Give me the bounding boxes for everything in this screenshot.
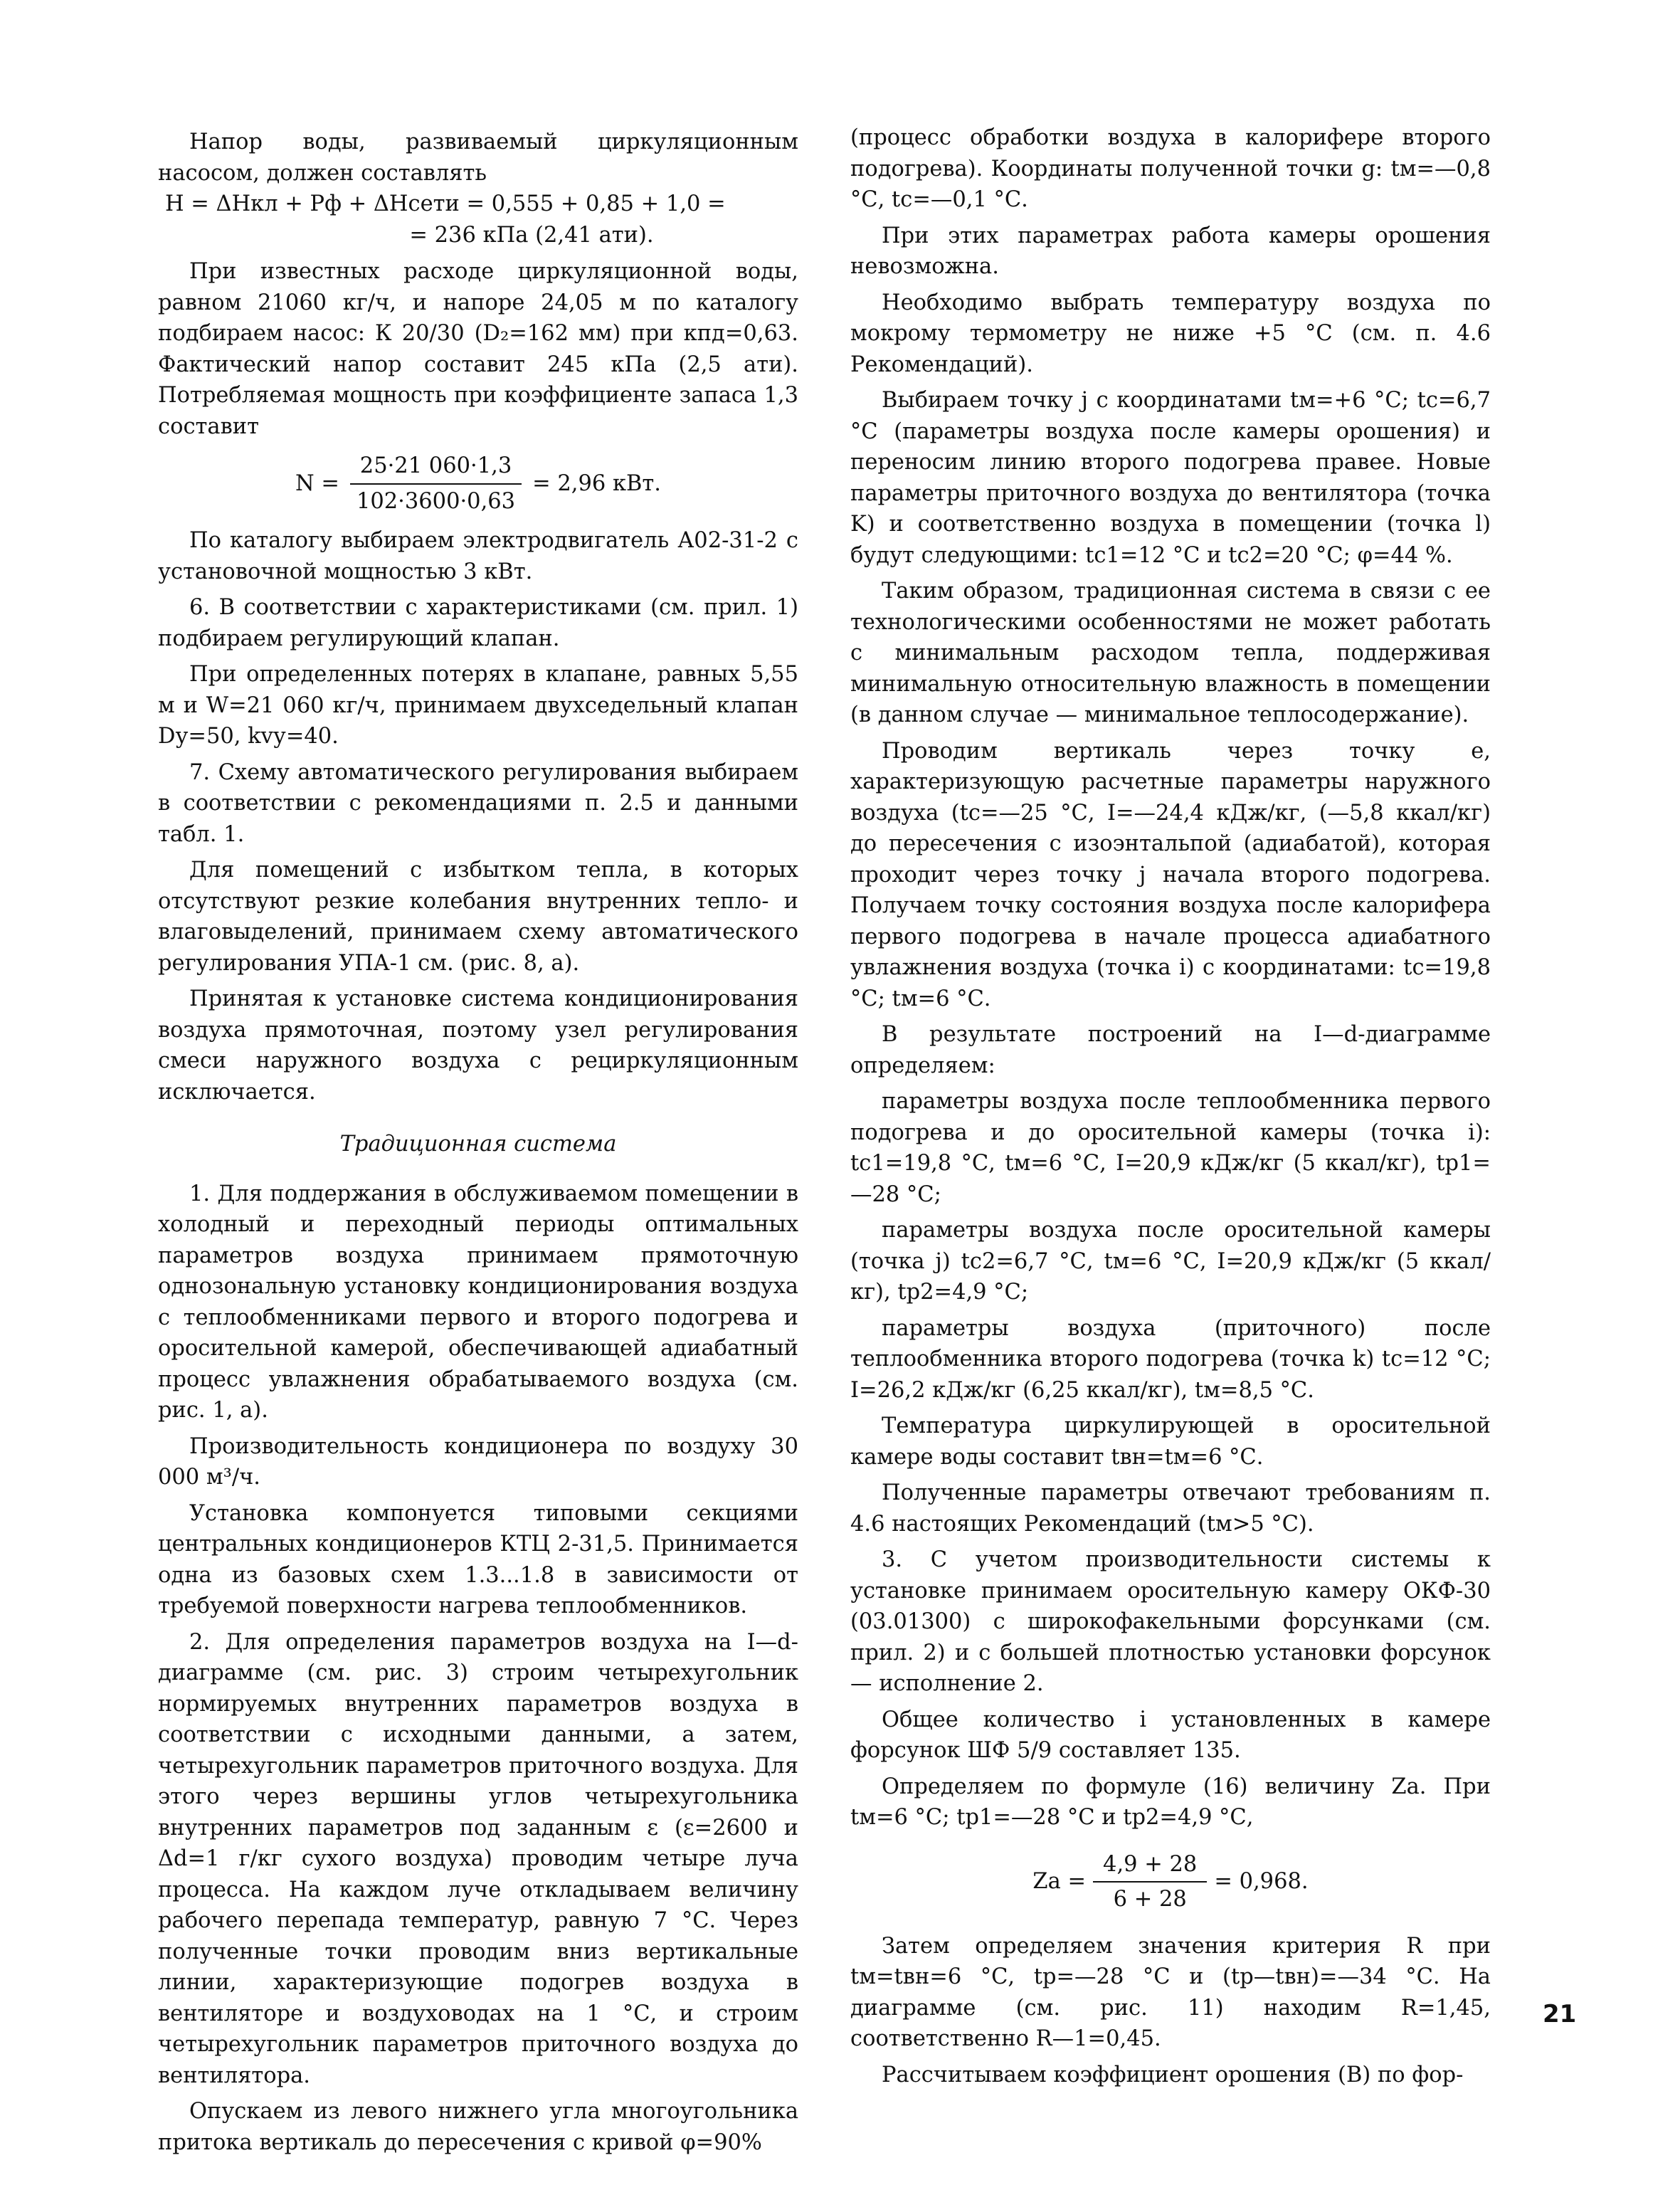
- paragraph: Полученные параметры отвечают требованиям п. 4.6 настоящих Рекомендаций (tм>5 °С).: [850, 1480, 1491, 1537]
- paragraph: 6. В соответствии с характеристиками (см. прил. 1) подбираем регулирующий клапан.: [158, 595, 798, 651]
- paragraph: Проводим вертикаль через точку е, характеризующую расчетные параметры наружного воздуха (tс=—25 °С, I=—24,4 кДж/кг, (—5,8 ккал/кг) до пересечения с изоэнтальпой (адиабатой), которая проходит через точку j начала второго подогрева. Получаем точку состояния воздуха после калорифера первого подогрева в начале процесса адиабатного увлажнения воздуха (точка i) с координатами: tс=19,8 °С; tм=6 °С.: [850, 738, 1491, 1011]
- paragraph: При этих параметрах работа камеры орошения невозможна.: [850, 223, 1491, 279]
- formula-lhs: Zа =: [1032, 1869, 1087, 1895]
- paragraph: 1. Для поддержания в обслуживаемом помещении в холодный и переходный периоды оптимальных параметров воздуха принимаем прямоточную однозональную установку кондиционирования воздуха с теплообменниками первого и второго подогрева и оросительной камерой, обеспечивающей адиабатный процесс увлажнения обрабатываемого воздуха (см. рис. 1, а).: [158, 1181, 798, 1423]
- section-heading: Традиционная система: [339, 1132, 617, 1157]
- page-number: 21: [1543, 2000, 1577, 2028]
- paragraph: Необходимо выбрать температуру воздуха по мокрому термометру не ниже +5 °С (см. п. 4.6 Рекомендаций).: [850, 290, 1491, 377]
- left-column: [158, 127, 798, 2158]
- fraction: [1093, 1849, 1207, 1915]
- formula-lhs: N =: [295, 470, 339, 496]
- paragraph: Установка компонуется типовыми секциями центральных кондиционеров КТЦ 2-31,5. Принимается одна из базовых схем 1.3...1.8 в зависимости от требуемой поверхности нагрева теплообменников.: [158, 1500, 798, 1618]
- paragraph: При известных расходе циркуляционной воды, равном 21060 кг/ч, и напоре 24,05 м по каталогу подбираем насос: К 20/30 (D₂=162 мм) при кпд=0,63. Фактический напор составит 245 кПа (2,5 ати). Потребляемая мощность при коэффициенте запаса 1,3 составит: [158, 259, 798, 439]
- fraction: [347, 451, 525, 517]
- formula-rhs: = 0,968.: [1214, 1869, 1309, 1895]
- paragraph: Таким образом, традиционная система в связи с ее технологическими особенностями не может работать с минимальным расходом тепла, поддерживая минимальную относительную влажность в помещении (в данном случае — минимальное теплосодержание).: [850, 579, 1491, 727]
- paragraph: 3. С учетом производительности системы к установке принимаем оросительную камеру ОКФ-30 (03.01300) с широкофакельными форсунками (см. прил. 2) и с большей плотностью установки форсунок — исполнение 2.: [850, 1547, 1491, 1696]
- formula-za: [850, 1833, 1491, 1931]
- paragraph: Затем определяем значения критерия R при tм=tвн=6 °С, tр=—28 °С и (tр—tвн)=—34 °С. На диаграмме (см. рис. 11) находим R=1,45, соответственно R—1=0,45.: [850, 1933, 1491, 2051]
- paragraph: параметры воздуха после оросительной камеры (точка j) tс2=6,7 °С, tм=6 °С, I=20,9 кДж/кг (5 ккал/кг), tр2=4,9 °С;: [850, 1218, 1491, 1305]
- paragraph: параметры воздуха после теплообменника первого подогрева и до оросительной камеры (точка i): tс1=19,8 °С, tм=6 °С, I=20,9 кДж/кг (5 ккал/кг), tр1=—28 °С;: [850, 1089, 1491, 1207]
- paragraph: Для помещений с избытком тепла, в которых отсутствуют резкие колебания внутренних тепло- и влаговыделений, принимаем схему автоматического регулирования УПА-1 см. (рис. 8, а).: [158, 858, 798, 976]
- paragraph: Производительность кондиционера по воздуху 30 000 м³/ч.: [158, 1433, 798, 1490]
- formula-rhs: = 2,96 кВт.: [532, 470, 661, 496]
- formula-head-line-2: = 236 кПа (2,41 ати).: [409, 222, 654, 248]
- fraction-numerator: 4,9 + 28: [1093, 1849, 1207, 1883]
- paragraph: Общее количество i установленных в камере форсунок ШФ 5/9 составляет 135.: [850, 1707, 1491, 1763]
- paragraph: (процесс обработки воздуха в калорифере второго подогрева). Координаты полученной точки g: tм=—0,8 °С, tс=—0,1 °С.: [850, 125, 1491, 212]
- paragraph: параметры воздуха (приточного) после теплообменника второго подогрева (точка k) tс=12 °С; I=26,2 кДж/кг (6,25 ккал/кг), tм=8,5 °С.: [850, 1315, 1491, 1403]
- fraction-denominator: 102·3600·0,63: [356, 488, 516, 514]
- paragraph: Рассчитываем коэффициент орошения (B) по фор-: [882, 2062, 1464, 2087]
- paragraph: Выбираем точку j с координатами tм=+6 °С; tс=6,7 °С (параметры воздуха после камеры орошения) и переносим линию второго подогрева правее. Новые параметры приточного воздуха до вентилятора (точка K) и соответственно воздуха в помещении (точка l) будут следующими: tс1=12 °С и tс2=20 °С; φ=44 %.: [850, 388, 1491, 568]
- paragraph: Напор воды, развиваемый циркуляционным насосом, должен составлять: [158, 130, 798, 186]
- fraction-numerator: 25·21 060·1,3: [350, 451, 522, 485]
- formula-power: [158, 442, 798, 525]
- formula-head-line-1: H = ΔHкл + Pф + ΔHсети = 0,555 + 0,85 + 1,0 =: [165, 191, 726, 216]
- paragraph: Принятая к установке система кондиционирования воздуха прямоточная, поэтому узел регулирования смеси наружного воздуха с рециркуляционным исключается.: [158, 986, 798, 1105]
- paragraph: При определенных потерях в клапане, равных 5,55 м и W=21 060 кг/ч, принимаем двухседельный клапан Dу=50, kvу=40.: [158, 662, 798, 749]
- paragraph: По каталогу выбираем электродвигатель А02-31-2 с установочной мощностью 3 кВт.: [158, 528, 798, 584]
- paragraph: 7. Схему автоматического регулирования выбираем в соответствии с рекомендациями п. 2.5 и данными табл. 1.: [158, 759, 798, 847]
- paragraph: Определяем по формуле (16) величину Zа. При tм=6 °С; tр1=—28 °С и tр2=4,9 °С,: [850, 1774, 1491, 1830]
- fraction-denominator: 6 + 28: [1113, 1887, 1187, 1912]
- right-column: [850, 122, 1491, 2090]
- paragraph: Опускаем из левого нижнего угла многоугольника притока вертикаль до пересечения с кривой φ=90%: [158, 2099, 798, 2155]
- paragraph: Температура циркулирующей в оросительной камере воды составит tвн=tм=6 °С.: [850, 1413, 1491, 1470]
- paragraph: В результате построений на I—d-диаграмме определяем:: [850, 1022, 1491, 1078]
- paragraph: 2. Для определения параметров воздуха на I—d-диаграмме (см. рис. 3) строим четырехугольник нормируемых внутренних параметров воздуха в соответствии с исходными данными, а затем, четырехугольник параметров приточного воздуха. Для этого через вершины углов четырехугольника внутренних параметров под заданным ε (ε=2600 и Δd=1 г/кг сухого воздуха) проводим четыре луча процесса. На каждом луче откладываем величину рабочего перепада температур, равную 7 °С. Через полученные точки проводим вниз вертикальные линии, характеризующие подогрев воздуха в вентиляторе и воздуховодах на 1 °С, и строим четырехугольник параметров приточного воздуха до вентилятора.: [158, 1629, 798, 2088]
